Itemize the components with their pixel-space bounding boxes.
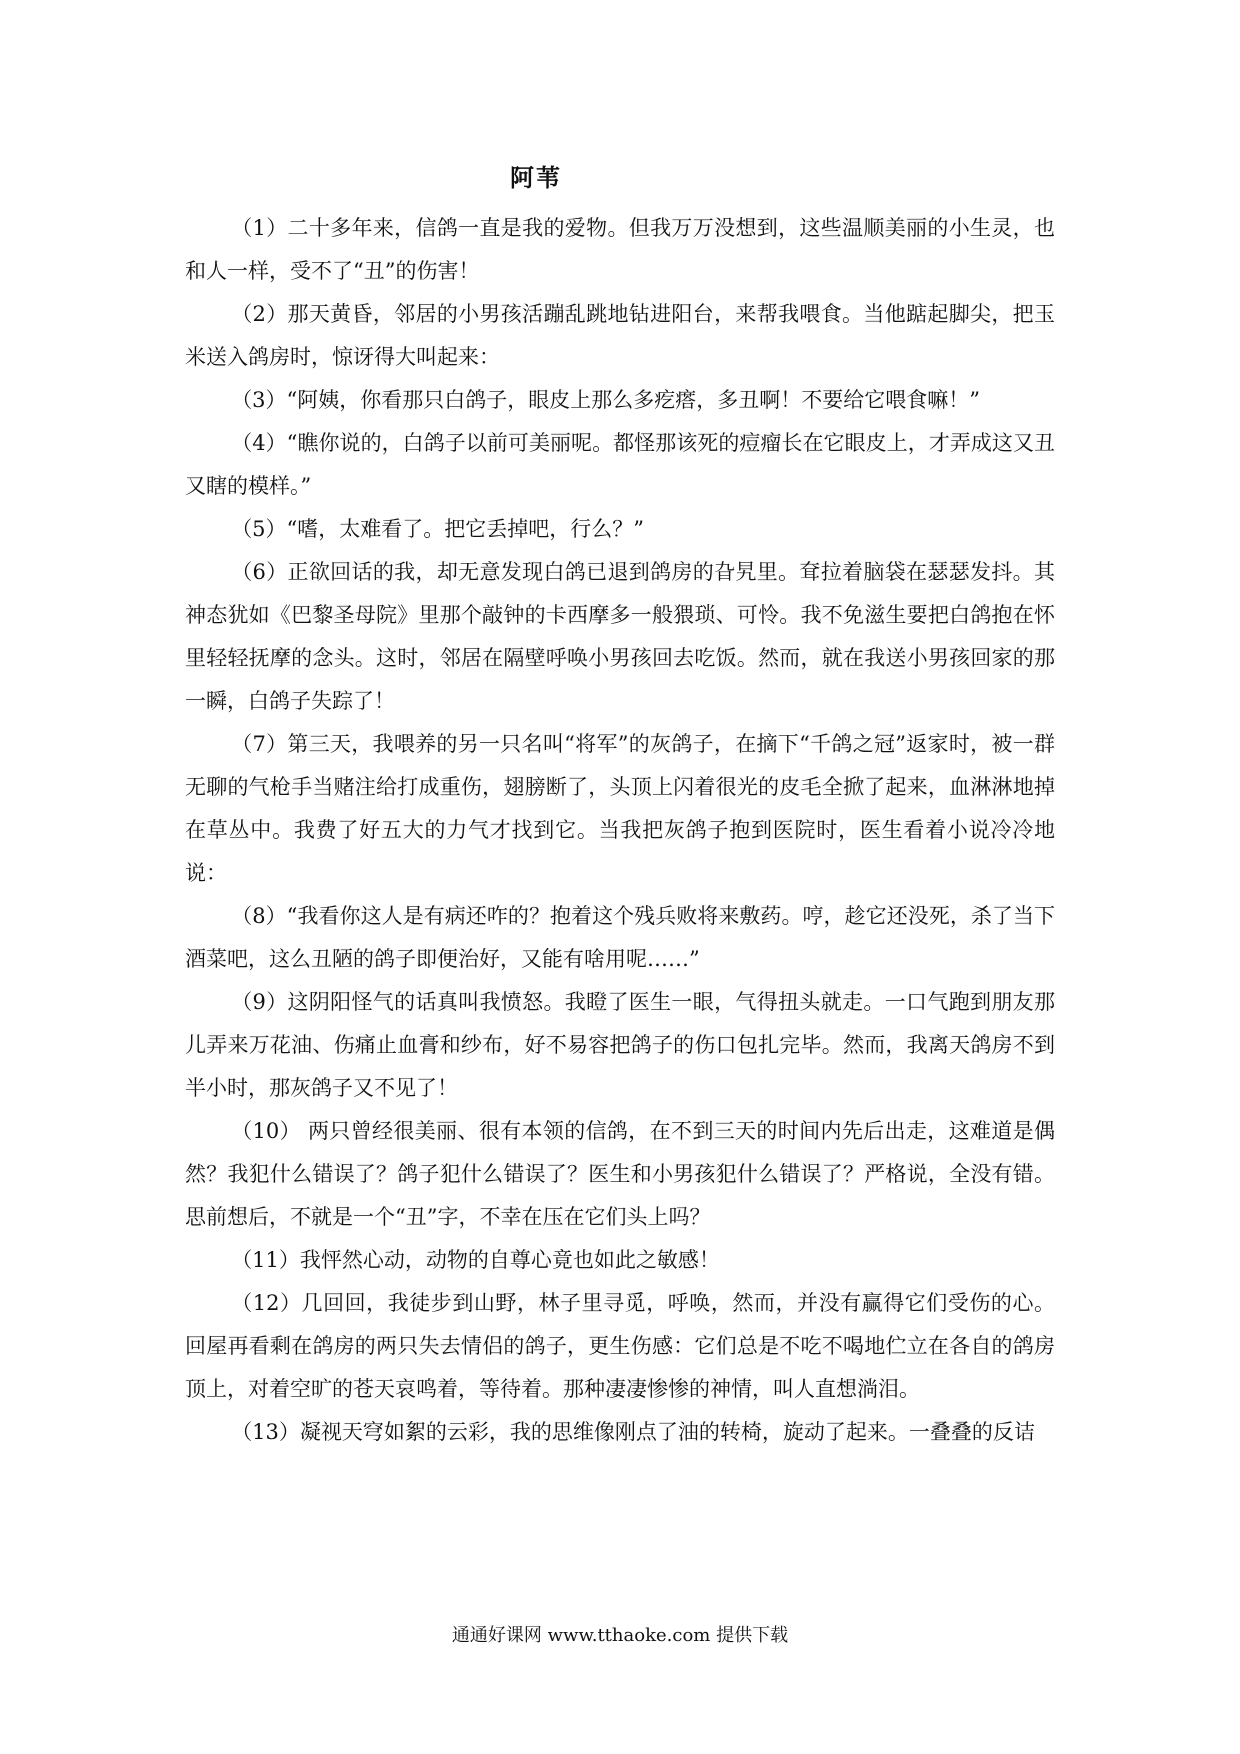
paragraph-7: （7）第三天，我喂养的另一只名叫“将军”的灰鸽子，在摘下“千鸽之冠”返家时，被一群无聊的气枪手当赌注给打成重伤，翅膀断了，头顶上闪着很光的皮毛全掀了起来，血淋淋地掉在草丛中。我费了好五大的力气才找到它。当我把灰鸽子抱到医院时，医生看着小说冷冷地说： — [185, 732, 1055, 885]
paragraph-8: （8）“我看你这人是有病还咋的？抱着这个残兵败将来敷药。哼，趁它还没死，杀了当下酒菜吧，这么丑陋的鸽子即便治好，又能有啥用呢……” — [185, 904, 1055, 971]
paragraph-4: （4）“瞧你说的，白鸽子以前可美丽呢。都怪那该死的痘瘤长在它眼皮上，才弄成这又丑又瞎的模样。” — [185, 431, 1055, 498]
paragraph-12: （12）几回回，我徒步到山野，林子里寻觅，呼唤，然而，并没有赢得它们受伤的心。回屋再看剩在鸽房的两只失去情侣的鸽子，更生伤感：它们总是不吃不喝地伫立在各自的鸽房顶上，对着空旷的苍天哀鸣着，等待着。那种凄凄惨惨的神情，叫人直想淌泪。 — [185, 1291, 1055, 1401]
paragraph-9: （9）这阴阳怪气的话真叫我愤怒。我瞪了医生一眼，气得扭头就走。一口气跑到朋友那儿弄来万花油、伤痛止血膏和纱布，好不易容把鸽子的伤口包扎完毕。然而，我离天鸽房不到半小时，那灰鸽子又不见了！ — [185, 990, 1055, 1100]
paragraph-3: （3）“阿姨，你看那只白鸽子，眼皮上那么多疙瘩，多丑啊！不要给它喂食嘛！” — [231, 388, 981, 412]
document-title: 阿苇 — [510, 163, 562, 192]
paragraph-11: （11）我怦然心动，动物的自尊心竟也如此之敏感！ — [231, 1248, 720, 1272]
paragraph-5: （5）“嗜，太难看了。把它丢掉吧，行么？” — [231, 517, 645, 541]
paragraph-2: （2）那天黄昏，邻居的小男孩活蹦乱跳地钻进阳台，来帮我喂食。当他踮起脚尖，把玉米送入鸽房时，惊讶得大叫起来： — [185, 302, 1055, 369]
paragraph-10: （10） 两只曾经很美丽、很有本领的信鸽，在不到三天的时间内先后出走，这难道是偶然？我犯什么错误了？鸽子犯什么错误了？医生和小男孩犯什么错误了？严格说，全没有错。思前想后，不就是一个“丑”字，不幸在压在它们头上吗？ — [185, 1119, 1055, 1229]
paragraph-6: （6）正欲回话的我，却无意发现白鸽已退到鸽房的旮旯里。耷拉着脑袋在瑟瑟发抖。其神态犹如《巴黎圣母院》里那个敲钟的卡西摩多一般猥琐、可怜。我不免滋生要把白鸽抱在怀里轻轻抚摩的念头。这时，邻居在隔壁呼唤小男孩回去吃饭。然而，就在我送小男孩回家的那一瞬，白鸽子失踪了！ — [185, 560, 1055, 713]
paragraph-1: （1）二十多年来，信鸽一直是我的爱物。但我万万没想到，这些温顺美丽的小生灵，也和人一样，受不了“丑”的伤害！ — [185, 216, 1055, 283]
document-body — [185, 207, 1055, 1454]
page-footer: 通通好课网 www.tthaoke.com 提供下载 — [451, 1625, 789, 1646]
paragraph-13: （13）凝视天穹如絮的云彩，我的思维像刚点了油的转椅，旋动了起来。一叠叠的反诘 — [231, 1420, 1035, 1444]
